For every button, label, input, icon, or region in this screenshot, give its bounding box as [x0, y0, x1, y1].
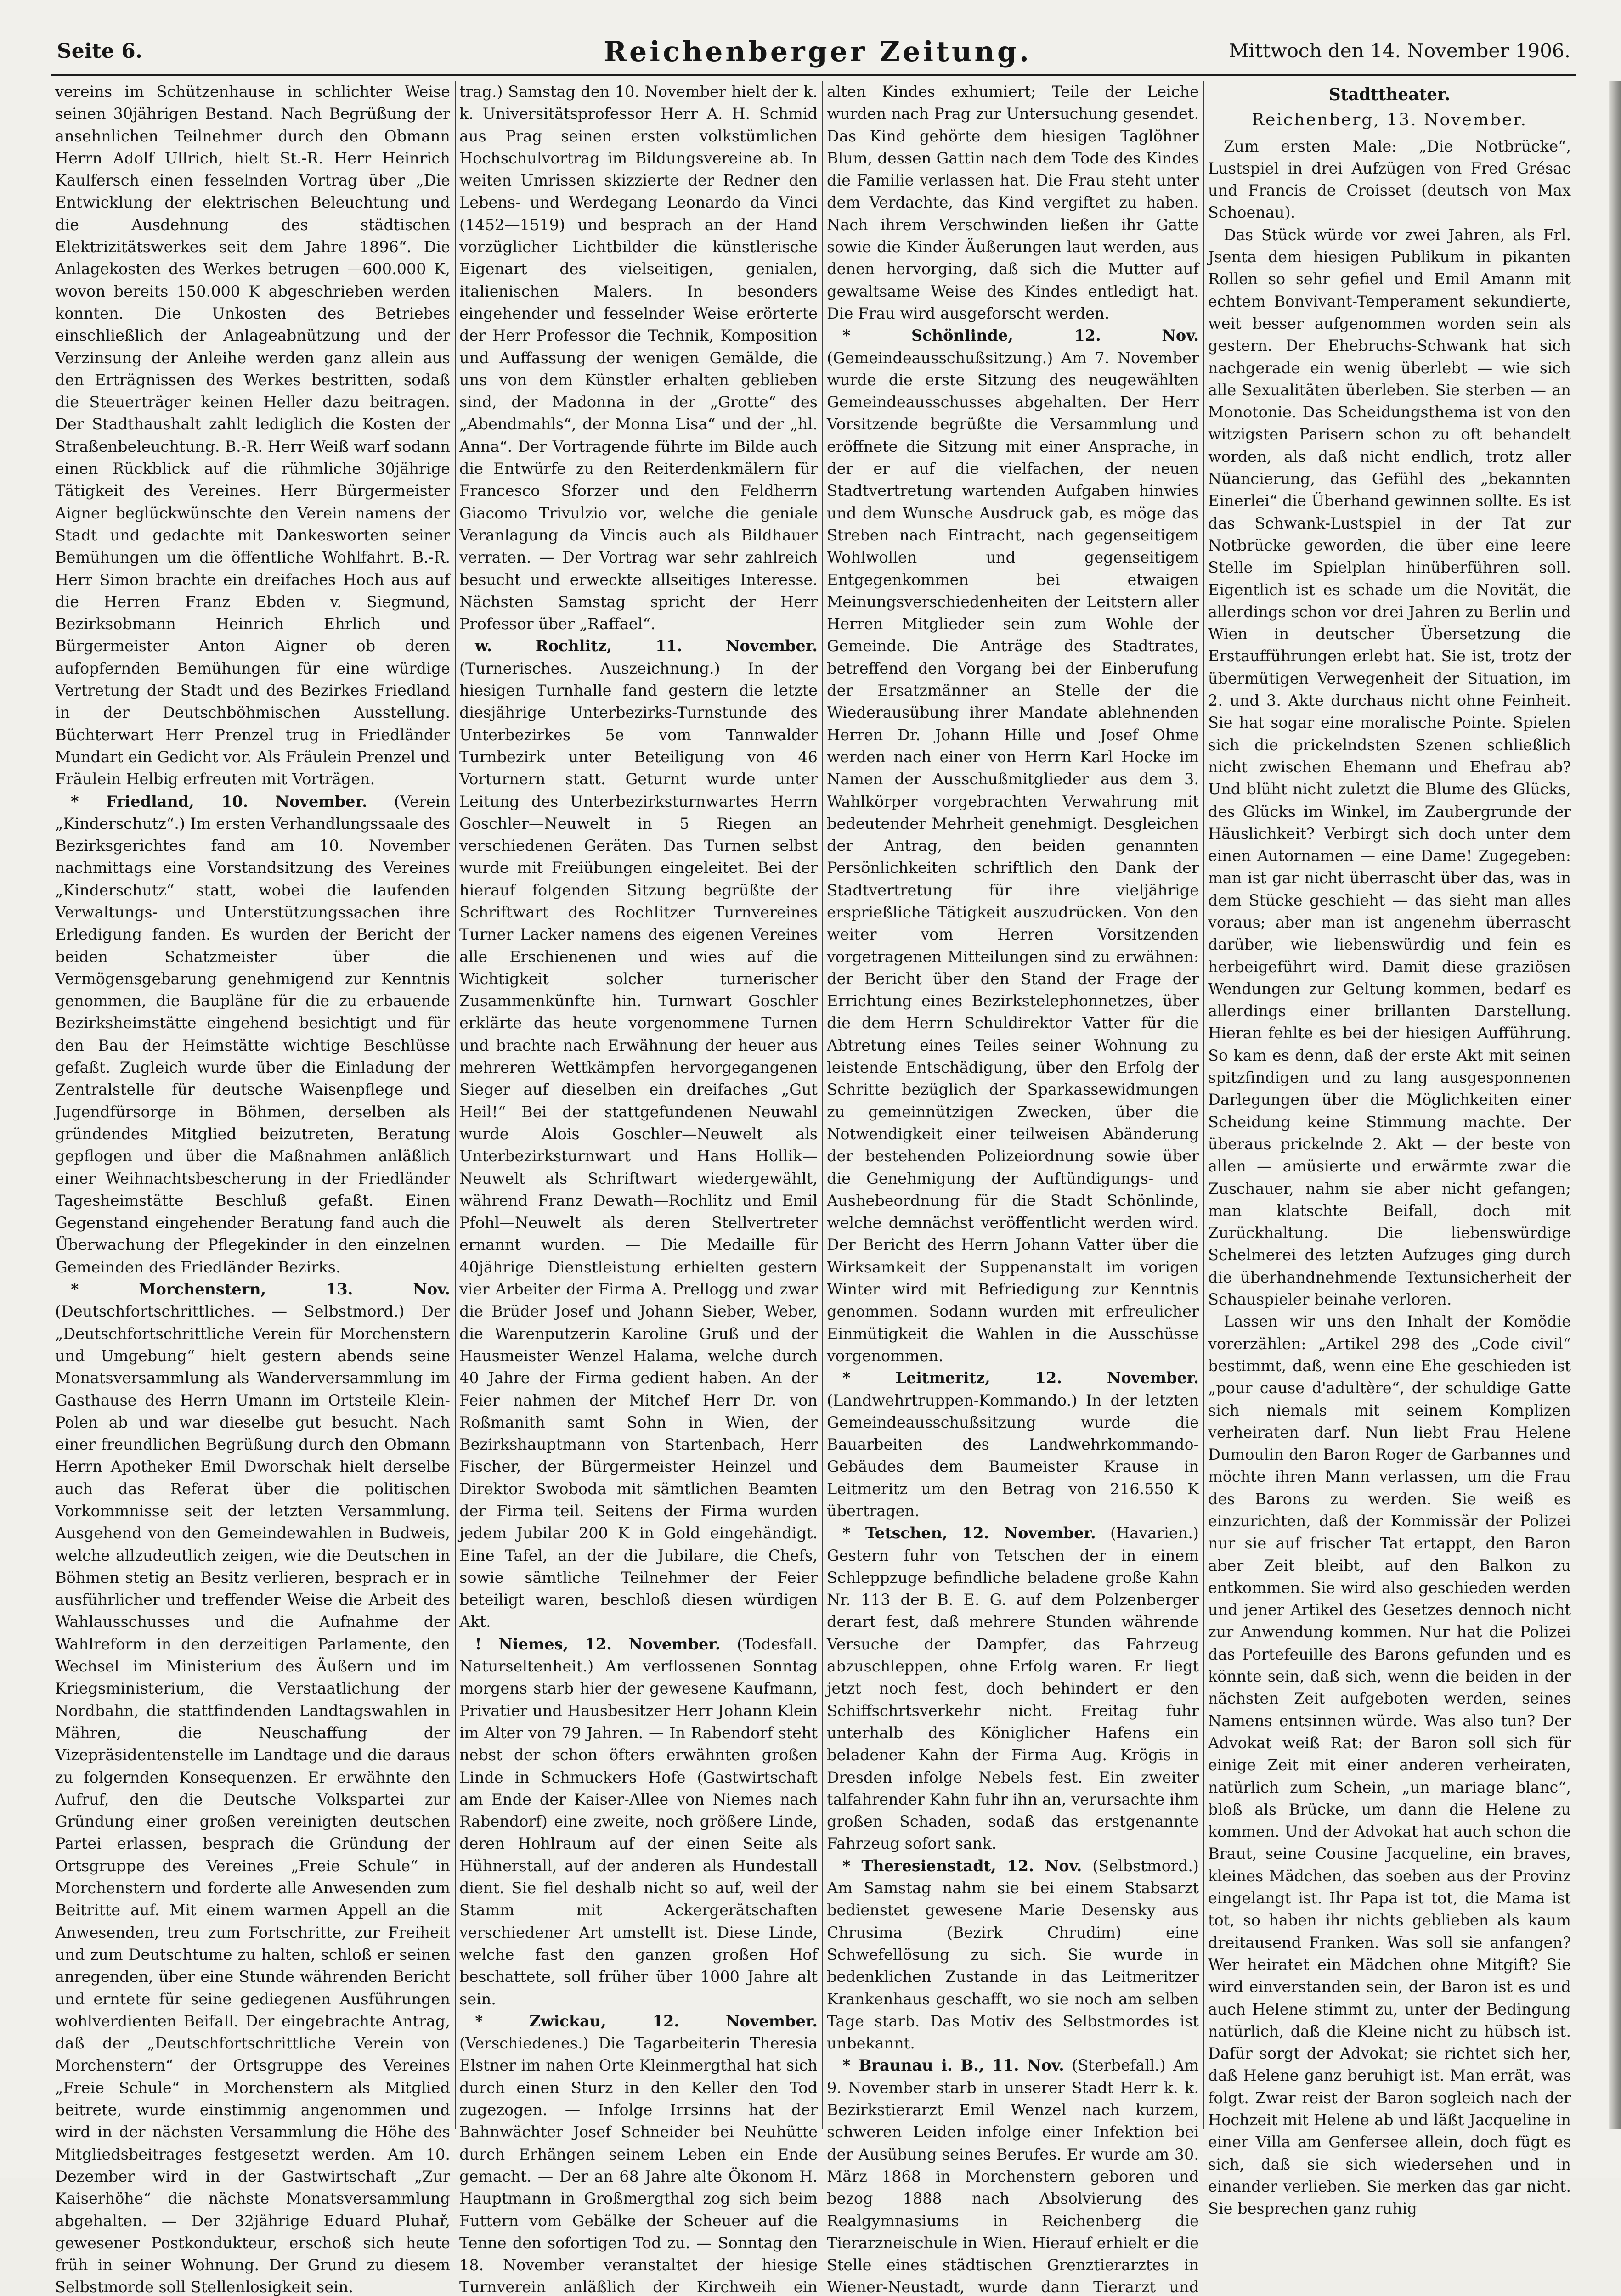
article-dateline: * Theresienstadt, 12. Nov. — [842, 1857, 1082, 1875]
article-paragraph — [55, 791, 450, 1279]
article-paragraph — [827, 2054, 1199, 2296]
article-text: vereins im Schützenhause in schlichter Weise seinen 30jährigen Bestand. Nach Begrüßung der ansehnlichen Teilnehmer durch den Obmann Herrn Adolf Ullrich, hielt St.-R. Herr Heinrich Kaulfersch einen fesselnden Vortrag über „Die Entwicklung der elektrischen Beleuchtung und die Ausdehnung des städtischen Elektrizitätswerkes seit dem Jahre 1896“. Die Anlagekosten des Werkes betrugen —600.000 K, wovon bereits 150.000 K abgeschrieben werden konnten. Die Unkosten des Betriebes einschließlich der Anlageabnützung und der Verzinsung der Anleihe werden ganz allein aus den Erträgnissen des Werkes bestritten, sodaß die Steuerträger keinen Heller dazu beitragen. Der Stadthaushalt zahlt lediglich die Kosten der Straßenbeleuchtung. B.-R. Herr Weiß warf sodann einen Rückblick auf die rühmliche 30jährige Tätigkeit des Vereines. Herr Bürgermeister Aigner beglückwünschte den Verein namens der Stadt und gedachte mit Dankesworten seiner Bemühungen um die öffentliche Wohlfahrt. B.-R. Herr Simon brachte ein dreifaches Hoch aus auf die Herren Franz Ebden v. Siegmund, Bezirksobmann Heinrich Ehrlich und Bürgermeister Anton Aigner ob deren aufopfernden Bemühungen für eine würdige Vertretung der Stadt und des Bezirkes Friedland in der Deutschböhmischen Ausstellung. Büchterwart Herr Prenzel trug in Friedländer Mundart ein Gedicht vor. Als Fräulein Prenzel und Fräulein Helbig erfreuten mit Vorträgen. — [55, 83, 450, 788]
article-paragraph — [1208, 224, 1571, 1311]
article-paragraph — [459, 81, 818, 635]
article-text: (Turnerisches. Auszeichnung.) In der hiesigen Turnhalle fand gestern die letzte diesjährige Unterbezirks-Turnstunde des Unterbezirkes 5e vom Tannwalder Turnbezirk unter Beteiligung von 46 Vorturnern statt. Geturnt wurde unter Leitung des Unterbezirksturnwartes Herrn Goschler—Neuwelt in 5 Riegen an verschiedenen Geräten. Das Turnen selbst wurde mit Freiübungen eingeleitet. Bei der hierauf folgenden Sitzung begrüßte der Schriftwart des Rochlitzer Turnvereines Turner Lacker namens des eigenen Vereines alle Erschienenen und wies auf die Wichtigkeit solcher turnerischer Zusammenkünfte hin. Turnwart Goschler erklärte das heute vorgenommene Turnen und brachte nach Erwähnung der heuer aus mehreren Wettkämpfen hervorgegangenen Sieger auf dieselben ein dreifaches „Gut Heil!“ Bei der stattgefundenen Neuwahl wurde Alois Goschler—Neuwelt als Unterbezirksturnwart und Hans Hollik—Neuwelt als Schriftwart wiedergewählt, während Franz Dewath—Rochlitz und Emil Pfohl—Neuwelt als deren Stellvertreter ernannt wurden. — Die Medaille für 40jährige Dienstleistung erhielten gestern vier Arbeiter der Firma A. Prellogg und zwar die Brüder Josef und Johann Sieber, Weber, die Warenputzerin Karoline Gruß und der Hausmeister Wenzel Halama, welche durch 40 Jahre der Firma gedient haben. An der Feier nahmen der Mitchef Herr Dr. von Roßmanith samt Sohn in Wien, der Bezirkshauptmann von Startenbach, Herr Fischer, der Bürgermeister Heinzel und Direktor Swoboda mit sämtlichen Beamten der Firma teil. Seitens der Firma wurden jedem Jubilar 200 K in Gold eingehändigt. Eine Tafel, an der die Jubilare, die Chefs, sowie sämtliche Teilnehmer der Feier beteiligt waren, beschloß diesen würdigen Akt. — [459, 659, 818, 1631]
page-edge-shadow — [1609, 81, 1621, 2129]
article-text: (Gemeindeausschußsitzung.) Am 7. November wurde die erste Sitzung des neugewählten Gemeindeausschusses abgehalten. Der Herr Vorsitzende begrüßte die Versammlung und eröffnete die Sitzung mit einer Ansprache, in der er auf die vielfachen, der neuen Stadtvertretung wartenden Aufgaben hinwies und dem Wunsche Ausdruck gab, es möge das Streben nach Eintracht, nach gegenseitigem Wohlwollen und gegenseitigem Entgegenkommen bei etwaigen Meinungsverschiedenheiten der Leitstern aller Herren Mitglieder sein zum Wohle der Gemeinde. Die Anträge des Stadtrates, betreffend den Vorgang bei der Einberufung der Ersatzmänner an Stelle der die Wiederausübung ihrer Mandate ablehnenden Herren Dr. Johann Hille und Josef Ohme werden nach einer von Herrn Karl Hocke im Namen der Ausschußmitglieder aus dem 3. Wahlkörper vorgebrachten Verwahrung mit bedeutender Mehrheit genehmigt. Desgleichen der Antrag, den beiden genannten Persönlichkeiten schriftlich den Dank der Stadtvertretung für ihre vieljährige ersprießliche Tätigkeit auszudrücken. Von den weiter vom Herren Vorsitzenden vorgetragenen Mitteilungen sind zu erwähnen: der Bericht über den Stand der Frage der Errichtung eines Bezirkstelephonnetzes, über die dem Herrn Schuldirektor Vatter für die Abtretung eines Teiles seiner Wohnung zu leistende Entschädigung, über den Erfolg der Schritte bezüglich der Sparkassewidmungen zu gemeinnützigen Zwecken, über die Notwendigkeit einer teilweisen Abänderung der bestehenden Polizeiordnung sowie über die Genehmigung der Auftündigungs- und Aushebeordnung für die Stadt Schönlinde, welche demnächst veröffentlicht werden wird. Der Bericht des Herrn Johann Vatter über die Wirksamkeit der Suppenanstalt im vorigen Winter wird mit Befriedigung zur Kenntnis genommen. Sodann wurden mit erfreulicher Einmütigkeit die Wahlen in die Ausschüsse vorgenommen. — [827, 349, 1199, 1365]
article-paragraph — [827, 1367, 1199, 1522]
article-dateline: * Leitmeritz, 12. November. — [842, 1369, 1199, 1387]
article-text: (Deutschfortschrittliches. — Selbstmord.) Der „Deutschfortschrittliche Verein für Morchenstern und Umgebung“ hielt gestern abends seine Monatsversammlung als Wanderversammlung im Gasthause des Herrn Umann im Ortsteile Klein-Polen ab und war dieselbe gut besucht. Nach einer freundlichen Begrüßung durch den Obmann Herrn Apotheker Emil Dworschak hielt derselbe auch das Referat über die politischen Vorkommnisse seit der letzten Versammlung. Ausgehend von den Gemeindewahlen in Budweis, welche allzudeutlich zeigen, wie die Deutschen in Böhmen stetig an Besitz verlieren, besprach er in ausführlicher und treffender Weise die Arbeit des Wahlausschusses und die Aufnahme der Wahlreform in den derzeitigen Parlamente, den Wechsel im Ministerium des Äußern und im Kriegsministerium, die Verstaatlichung der Nordbahn, die stattfindenden Landtagswahlen in Mähren, die Neuschaffung der Vizepräsidentenstelle im Landtage und die daraus zu folgernden Konsequenzen. Er erwähnte den Aufruf, den die Deutsche Volkspartei zur Gründung einer großen vereinigten deutschen Partei erlassen, besprach die Gründung der Ortsgruppe des Vereines „Freie Schule“ in Morchenstern und forderte alle Anwesenden zum Beitritte auf. Mit einem warmen Appell an die Anwesenden, treu zum Fortschritte, zur Freiheit und zum Deutschtume zu halten, schloß er seinen anregenden, über eine Stunde währenden Bericht und erntete für seine gediegenen Ausführungen wohlverdienten Beifall. Der eingebrachte Antrag, daß der „Deutschfortschrittliche Verein von Morchenstern“ der Ortsgruppe des Vereines „Freie Schule“ in Morchenstern als Mitglied beitrete, wurde einstimmig angenommen und wird in der nächsten Versammlung die Höhe des Mitgliedsbeitrages festgesetzt werden. Am 10. Dezember wird in der Gastwirtschaft „Zur Kaiserhöhe“ die nächste Monatsversammlung abgehalten. — Der 32jährige Eduard Pluhař, gewesener Postkondukteur, erschoß sich heute früh in seiner Wohnung. Der Grund zu diesem Selbstmorde soll Stellenlosigkeit sein. — [55, 1302, 450, 2296]
article-text: (Sterbefall.) Am 9. November starb in unserer Stadt Herr k. k. Bezirkstierarzt Emil Wenzel nach kurzem, schweren Leiden infolge einer Infektion bei der Ausübung seines Berufes. Er wurde am 30. März 1868 in Morchenstern geboren und bezog 1888 nach Absolvierung des Realgymnasiums in Reichenberg die Tierarzneischule in Wien. Hierauf erhielt er die Stelle eines städtischen Grenztierarztes in Wiener-Neustadt, wurde dann Tierarzt und — [827, 2056, 1199, 2296]
article-paragraph — [55, 1278, 450, 2296]
page-number: Seite 6. — [57, 39, 143, 63]
article-text: (Verschiedenes.) Die Tagarbeiterin Theresia Elstner im nahen Orte Kleinmergthal hat sich durch einen Sturz in den Keller den Tod zugezogen. — Infolge Irrsinns hat der Bahnwächter Josef Schneider bei Neuhütte durch Erhängen seinem Leben ein Ende gemacht. — Der an 68 Jahre alte Ökonom H. Hauptmann in Großmergthal zog sich beim Futtern vom Gebälke der Scheuer auf die Tenne den sofortigen Tod zu. — Sonntag den 18. November veranstaltet der hiesige Turnverein anläßlich der Kirchweih ein — [459, 2034, 818, 2296]
article-text: Zum ersten Male: „Die Notbrücke“, Lustspiel in drei Aufzügen von Fred Grésac und Francis de Croisset (deutsch von Max Schoenau). — [1208, 137, 1571, 222]
article-text: (Landwehrtruppen-Kommando.) In der letzten Gemeindeausschußsitzung wurde die Bauarbeiten des Landwehrkommando-Gebäudes dem Baumeister Krause in Leitmeritz um den Betrag von 216.550 K übertragen. — [827, 1391, 1199, 1520]
article-dateline: * Friedland, 10. November. — [71, 792, 367, 810]
header-rule — [51, 74, 1576, 76]
article-text: (Todesfall. Naturseltenheit.) Am verflossenen Sonntag morgens starb hier der gewesene Kaufmann, Privatier und Hausbesitzer Herr Johann Klein im Alter von 79 Jahren. — In Rabendorf steht nebst der schon öfters erwähnten großen Linde in Schmuckers Hofe (Gastwirtschaft am Ende der Kaiser-Allee von Niemes nach Rabendorf) eine zweite, noch größere Linde, deren Hohlraum auf der einen Seite als Hühnerstall, auf der anderen als Hundestall dient. Sie fiel deshalb nicht so auf, weil der Stamm mit Ackergerätschaften verschiedener Art umstellt ist. Diese Linde, welche fast den ganzen großen Hof beschattete, soll früher über 1000 Jahre alt sein. — [459, 1635, 818, 2008]
article-paragraph — [459, 635, 818, 1633]
article-text: Das Stück würde vor zwei Jahren, als Frl. Jsenta dem hiesigen Publikum in pikanten Rollen so sehr gefiel und Emil Amann mit echtem Bonvivant-Temperament sekundierte, weit besser aufgenommen worden sein als gestern. Der Ehebruchs-Schwank hat sich nachgerade ein wenig überlebt — wie sich alle Sexualitäten überleben. Sie sterben — an Monotonie. Das Scheidungsthema ist von den witzigsten Parisern schon zu oft behandelt worden, als daß nicht endlich, trotz aller Nüancierung, das Gefühl des „bekannten Einerlei“ die Überhand gewinnen sollte. Es ist das Schwank-Lustspiel in der Tat zur Notbrücke geworden, die über eine leere Stelle im Spielplan hinüberführen soll. Eigentlich ist es schade um die Novität, die allerdings schon vor drei Jahren zu Berlin und Wien in deutscher Übersetzung die Erstaufführungen erlebt hat. Sie ist, trotz der übermütigen Verwegenheit der Situation, im 2. und 3. Akte durchaus nicht ohne Feinheit. Sie hat sogar eine moralische Pointe. Spielen sich die prickelndsten Szenen schließlich nicht zwischen Ehemann und Ehefrau ab? Und blüht nicht zuletzt die Blume des Glücks, des Glücks im Winkel, im Zaubergrunde der Häuslichkeit? Verbirgt sich doch unter dem einen Autornamen — eine Dame! Zugegeben: man ist gar nicht überrascht über das, was in dem Stücke geschieht — das sieht man alles voraus; aber man ist angenehm überrascht darüber, wie liebenswürdig und fein es herbeigeführt wird. Damit diese graziösen Wendungen zur Geltung kommen, bedarf es allerdings einer brillanten Darstellung. Hieran fehlte es bei der hiesigen Aufführung. So kam es denn, daß der erste Akt mit seinen spitzfindigen und zu lang ausgesponnenen Darlegungen über die Möglichkeiten einer Scheidung keine Stimmung machte. Der überaus prickelnde 2. Akt — der beste von allen — amüsierte und erwärmte zwar die Zuschauer, nahm sie aber nicht gefangen; man klatschte Beifall, doch mit Zurückhaltung. Die liebenswürdige Schelmerei des letzten Aufzuges ging durch die überhandnehmende Textunsicherheit der Schauspieler beinahe verloren. — [1208, 225, 1571, 1309]
section-dateline: Reichenberg, 13. November. — [1252, 111, 1527, 130]
issue-date: Mittwoch den 14. November 1906. — [1229, 39, 1570, 62]
article-paragraph — [1208, 1311, 1571, 2220]
article-paragraph — [827, 1522, 1199, 1855]
section-heading: Stadttheater. — [1328, 85, 1451, 104]
article-text: trag.) Samstag den 10. November hielt der k. k. Universitätsprofessor Herr A. H. Schmid aus Prag seinen ersten volkstümlichen Hochschulvortrag im Bildungsvereine ab. In weiten Umrissen skizzierte der Redner den Lebens- und Werdegang Leonardo da Vinci (1452—1519) und besprach an der Hand vorzüglicher Lichtbilder die künstlerische Eigenart des vielseitigen, genialen, italienischen Malers. In besonders eingehender und fesselnder Weise erörterte der Herr Professor die Technik, Komposition und Auffassung der wenigen Gemälde, die uns von dem Künstler erhalten geblieben sind, der Madonna in der „Grotte“ des „Abendmahls“, der Monna Lisa“ und der „hl. Anna“. Der Vortragende führte im Bilde auch die Entwürfe zu den Reiterdenkmälern für Francesco Sforzer und den Feldherrn Giacomo Trivulzio vor, welche die geniale Veranlagung da Vincis auch als Bildhauer verraten. — Der Vortrag war sehr zahlreich besucht und erweckte allseitiges Interesse. Nächsten Samstag spricht der Herr Professor über „Raffael“. — [459, 83, 818, 633]
article-paragraph — [1208, 135, 1571, 224]
column-4 — [1208, 81, 1571, 2218]
article-dateline: ! Niemes, 12. November. — [475, 1635, 721, 1653]
column-1 — [55, 81, 451, 2296]
column-3 — [827, 81, 1199, 2296]
article-dateline: * Zwickau, 12. November. — [475, 2012, 818, 2030]
article-text: (Havarien.) Gestern fuhr von Tetschen der in einem Schleppzuge befindliche beladene große Kahn Nr. 113 der B. E. G. auf dem Polzenberger derart fest, daß mehrere Stunden währende Versuche der Dampfer, das Fahrzeug abzuschleppen, ohne Erfolg waren. Er liegt jetzt noch fest, doch behindert er den Schiffschrtsverkehr nicht. Freitag fuhr unterhalb des Königlicher Hafens ein beladener Kahn der Firma Aug. Krögis in Dresden infolge Nebels fest. Ein zweiter talfahrender Kahn fuhr ihn an, verursachte ihm großen Schaden, sodaß das erstgenannte Fahrzeug sofort sank. — [827, 1524, 1199, 1853]
article-text: (Verein „Kinderschutz“.) Im ersten Verhandlungssaale des Bezirksgerichtes fand am 10. November nachmittags eine Vorstandsitzung des Vereines „Kinderschutz“ statt, wobei die laufenden Verwaltungs- und Unterstützungssachen ihre Erledigung fanden. Es wurden der Bericht der beiden Schatzmeister über die Vermögensgebarung genehmigend zur Kenntnis genommen, die Baupläne für die zu erbauende Bezirksheimstätte eingehend besichtigt und für den Bau der Heimstätte wichtige Beschlüsse gefaßt. Zugleich wurde über die Einladung der Zentralstelle für deutsche Waisenpflege und Jugendfürsorge in Böhmen, derselben als gründendes Mitglied beizutreten, Beratung gepflogen und über die Maßnahmen anläßlich einer Weihnachtsbescherung in der Friedländer Tagesheimstätte Beschluß gefaßt. Einen Gegenstand eingehender Beratung fand auch die Überwachung der Pflegekinder in den einzelnen Gemeinden des Friedländer Bezirks. — [55, 792, 451, 1276]
article-paragraph — [827, 81, 1199, 325]
column-divider — [822, 81, 823, 2129]
article-dateline: w. Rochlitz, 11. November. — [475, 637, 818, 655]
article-dateline: * Braunau i. B., 11. Nov. — [842, 2056, 1064, 2075]
article-text: (Selbstmord.) Am Samstag nahm sie bei einem Stabsarzt bedienstet gewesene Marie Desensky aus Chrusima (Bezirk Chrudim) eine Schwefellösung zu sich. Sie wurde in bedenklichen Zustande in das Leitmeritzer Krankenhaus geschafft, wo sie noch am selben Tage starb. Das Motiv des Selbstmordes ist unbekannt. — [827, 1857, 1199, 2053]
article-paragraph — [827, 1855, 1199, 2055]
article-paragraph — [827, 325, 1199, 1367]
article-text: alten Kindes exhumiert; Teile der Leiche wurden nach Prag zur Untersuchung gesendet. Das Kind gehörte dem hiesigen Taglöhner Blum, dessen Gattin nach dem Tode des Kindes die Familie verlassen hat. Die Frau steht unter dem Verdachte, das Kind vergiftet zu haben. Nach ihrem Verschwinden ließen ihr Gatte sowie die Kinder Äußerungen laut werden, aus denen hervorging, daß sich die Mutter auf gewaltsame Weise des Kindes entledigt hat. Die Frau wird ausgeforscht werden. — [827, 83, 1199, 322]
article-dateline: * Tetschen, 12. November. — [842, 1524, 1096, 1542]
article-dateline: * Morchenstern, 13. Nov. — [71, 1280, 450, 1299]
masthead-title: Reichenberger Zeitung. — [604, 36, 1032, 68]
article-text: Lassen wir uns den Inhalt der Komödie vorerzählen: „Artikel 298 des „Code civil“ bestimmt, daß, wenn eine Ehe geschieden ist „pour cause d'adultère“, der schuldige Gatte sich niemals mit seinem Komplizen verheiraten darf. Nun liebt Frau Helene Dumoulin den Baron Roger de Garbannes und möchte ihren Mann verlassen, um die Frau des Barons zu werden. Sie weiß es einzurichten, daß der Kommissär der Polizei nur sie auf frischer Tat ertappt, den Baron aber Zeit bleibt, auf den Balkon zu entkommen. Sie wird also geschieden werden und jener Artikel des Gesetzes dennoch nicht zur Anwendung kommen. Nur hat die Polizei das Portefeuille des Barons gefunden und es könnte sein, daß sich, wenn die beiden in der nächsten Zeit aufgeboten werden, seines Namens entsinnen würde. Was also tun? Der Advokat weiß Rat: der Baron soll sich für einige Zeit mit einer anderen verheiraten, natürlich zum Schein, „un mariage blanc“, bloß als Brücke, um dann die Helene zu kommen. Und der Advokat hat auch schon die Braut, seine Cousine Jacqueline, ein braves, kleines Mädchen, das soeben aus der Provinz eingelangt ist. Ihr Papa ist tot, die Mama ist tot, so haben ihr nichts geblieben als kaum dreitausend Franken. Was soll sie anfangen? Wer heiratet ein Mädchen ohne Mitgift? Sie wird einverstanden sein, der Baron ist es und auch Helene stimmt zu, unter der Bedingung natürlich, daß die Kleine nicht zu hübsch ist. Dafür sorgt der Advokat; sie richtet sich her, daß Helene ganz beruhigt ist. Man errät, was folgt. Zwar reist der Baron sogleich nach der Hochzeit mit Helene ab und läßt Jacqueline in einer Villa am Genfersee allein, doch fügt es sich, daß sie sich wiedersehen und in einander verlieben. Sie merken das gar nicht. Sie besprechen ganz ruhig — [1208, 1312, 1571, 2218]
column-divider — [1203, 81, 1204, 2129]
column-divider — [455, 81, 456, 2129]
article-paragraph — [459, 1633, 818, 2010]
article-dateline: * Schönlinde, 12. Nov. — [842, 326, 1199, 345]
article-paragraph — [459, 2010, 818, 2296]
column-2 — [459, 81, 818, 2296]
article-paragraph — [55, 81, 450, 791]
